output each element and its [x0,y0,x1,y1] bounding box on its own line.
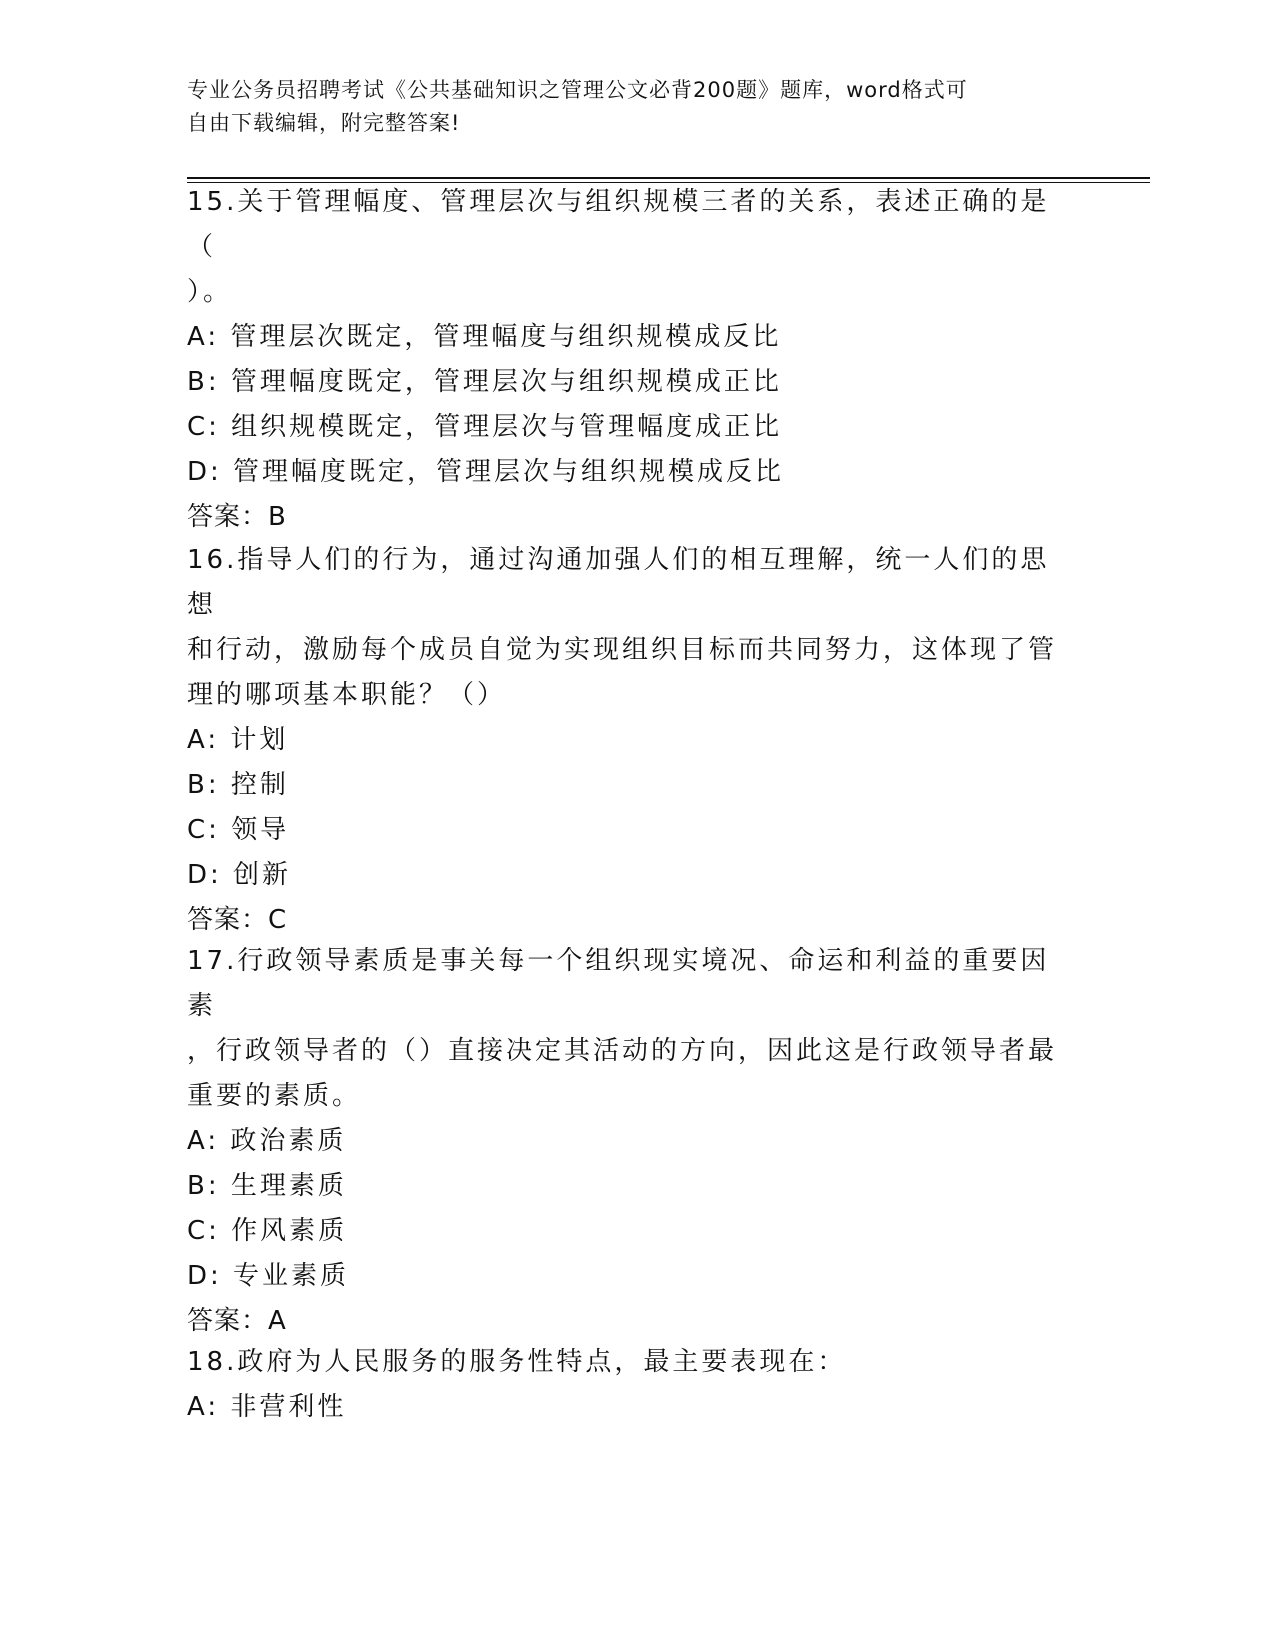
question-text-line: ）。 [187,277,233,307]
document-header [187,74,1087,140]
question-text-line: 重要的素质。 [187,1081,362,1111]
option-d: D: 创新 [187,860,292,890]
option-c: C: 领导 [187,815,290,845]
option-b: B: 控制 [187,770,289,800]
option-a: A: 政治素质 [187,1126,347,1156]
question-text-line: 17.行政领导素质是事关每一个组织现实境况、命运和利益的重要因素 [187,946,1050,1021]
question-18 [187,1340,1067,1430]
option-d: D: 专业素质 [187,1261,350,1291]
option-c: C: 作风素质 [187,1216,348,1246]
question-15 [187,180,1067,540]
question-text-line: 和行动，激励每个成员自觉为实现组织目标而共同努力，这体现了管 [187,635,1058,665]
option-b: B: 生理素质 [187,1171,347,1201]
question-text-line: 16.指导人们的行为，通过沟通加强人们的相互理解，统一人们的思想 [187,545,1050,620]
question-16 [187,538,1067,943]
option-a: A: 管理层次既定，管理幅度与组织规模成反比 [187,322,782,352]
answer: 答案：B [187,502,287,532]
question-text-line: 15.关于管理幅度、管理层次与组织规模三者的关系，表述正确的是（ [187,187,1050,262]
question-text-line: ，行政领导者的（）直接决定其活动的方向，因此这是行政领导者最 [187,1036,1058,1066]
header-divider-thick [187,177,1150,179]
question-text-line: 18.政府为人民服务的服务性特点，最主要表现在： [187,1347,847,1377]
option-a: A: 计划 [187,725,289,755]
header-line-2: 自由下载编辑，附完整答案! [187,111,461,135]
option-d: D: 管理幅度既定，管理层次与组织规模成反比 [187,457,785,487]
question-text-line: 理的哪项基本职能？（） [187,680,507,710]
answer: 答案：A [187,1306,287,1336]
answer: 答案：C [187,905,288,935]
option-b: B: 管理幅度既定，管理层次与组织规模成正比 [187,367,782,397]
option-c: C: 组织规模既定，管理层次与管理幅度成正比 [187,412,783,442]
option-a: A: 非营利性 [187,1392,347,1422]
header-line-1: 专业公务员招聘考试《公共基础知识之管理公文必背200题》题库，word格式可 [187,78,968,102]
question-17 [187,939,1067,1344]
